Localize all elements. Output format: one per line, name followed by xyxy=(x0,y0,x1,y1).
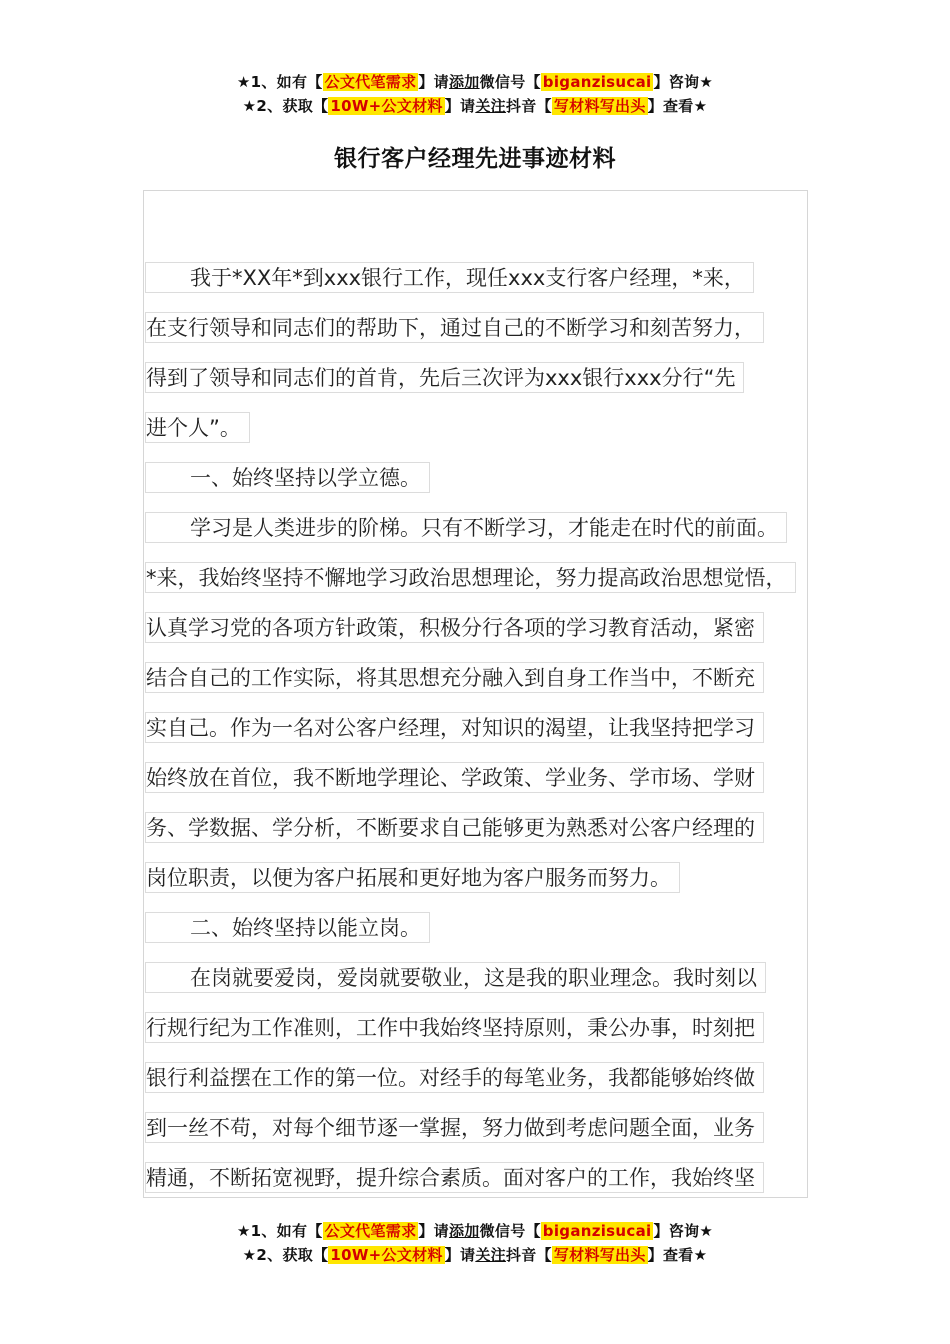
text-line xyxy=(145,853,835,903)
paragraph-line: 得到了领导和同志们的首肯，先后三次评为xxx银行xxx分行“先 xyxy=(145,362,744,393)
paragraph-line: 银行利益摆在工作的第一位。对经手的每笔业务，我都能够始终做 xyxy=(145,1062,764,1093)
promo-banner-bottom xyxy=(0,1219,950,1267)
text-line xyxy=(145,503,835,553)
promo-highlight: 公文代笔需求 xyxy=(324,1222,417,1240)
promo-line-2 xyxy=(0,1243,950,1267)
promo-line-1 xyxy=(0,70,950,94)
text-line xyxy=(145,1003,835,1053)
paragraph-line: 务、学数据、学分析，不断要求自己能够更为熟悉对公客户经理的 xyxy=(145,812,764,843)
promo-text: 】请 xyxy=(418,73,449,91)
text-line xyxy=(145,1153,835,1203)
document-title: 银行客户经理先进事迹材料 xyxy=(334,146,616,172)
promo-emphasis: 关注 xyxy=(475,1246,506,1264)
promo-text: ★1、如有【 xyxy=(236,73,323,91)
promo-highlight: 10W+公文材料 xyxy=(330,1246,443,1264)
promo-text: 微信号【 xyxy=(479,73,541,91)
text-line xyxy=(145,1103,835,1153)
promo-text: 抖音【 xyxy=(505,97,552,115)
section-heading: 二、始终坚持以能立岗。 xyxy=(145,912,430,943)
promo-emphasis: 添加 xyxy=(448,73,480,91)
text-line xyxy=(145,603,835,653)
text-line xyxy=(145,453,835,503)
promo-text: 抖音【 xyxy=(505,1246,552,1264)
paragraph-line: 始终放在首位，我不断地学理论、学政策、学业务、学市场、学财 xyxy=(145,762,764,793)
promo-text: 】查看★ xyxy=(647,97,708,115)
promo-emphasis: 关注 xyxy=(475,97,506,115)
promo-text: 】咨询★ xyxy=(653,73,714,91)
promo-highlight: biganzisucai xyxy=(542,1222,652,1240)
paragraph-line: 结合自己的工作实际，将其思想充分融入到自身工作当中，不断充 xyxy=(145,662,764,693)
paragraph-line: 精通，不断拓宽视野，提升综合素质。面对客户的工作，我始终坚 xyxy=(145,1162,764,1193)
text-line xyxy=(145,253,835,303)
document-body xyxy=(145,253,835,1203)
paragraph-line: 在岗就要爱岗，爱岗就要敬业，这是我的职业理念。我时刻以 xyxy=(145,962,766,993)
promo-text: ★1、如有【 xyxy=(236,1222,323,1240)
promo-text: 微信号【 xyxy=(479,1222,541,1240)
paragraph-line: *来，我始终坚持不懈地学习政治思想理论，努力提高政治思想觉悟， xyxy=(145,562,796,593)
text-line xyxy=(145,353,835,403)
paragraph-line: 认真学习党的各项方针政策，积极分行各项的学习教育活动，紧密 xyxy=(145,612,764,643)
promo-line-1 xyxy=(0,1219,950,1243)
text-line xyxy=(145,553,835,603)
paragraph-line: 在支行领导和同志们的帮助下，通过自己的不断学习和刻苦努力， xyxy=(145,312,764,343)
paragraph-line: 实自己。作为一名对公客户经理，对知识的渴望，让我坚持把学习 xyxy=(145,712,764,743)
paragraph-line: 岗位职责，以便为客户拓展和更好地为客户服务而努力。 xyxy=(145,862,680,893)
promo-highlight: 写材料写出头 xyxy=(553,97,646,115)
text-line xyxy=(145,303,835,353)
text-line xyxy=(145,403,835,453)
paragraph-line: 到一丝不苟，对每个细节逐一掌握，努力做到考虑问题全面，业务 xyxy=(145,1112,764,1143)
promo-text: 】咨询★ xyxy=(653,1222,714,1240)
promo-text: 】请 xyxy=(444,97,476,115)
text-line xyxy=(145,1053,835,1103)
promo-text: 】查看★ xyxy=(647,1246,708,1264)
text-line xyxy=(145,653,835,703)
promo-text: 】请 xyxy=(444,1246,476,1264)
text-line xyxy=(145,903,835,953)
promo-text: ★2、获取【 xyxy=(242,1246,329,1264)
text-line xyxy=(145,803,835,853)
promo-highlight: biganzisucai xyxy=(542,73,652,91)
promo-highlight: 写材料写出头 xyxy=(553,1246,646,1264)
paragraph-line: 学习是人类进步的阶梯。只有不断学习，才能走在时代的前面。 xyxy=(145,512,787,543)
promo-text: ★2、获取【 xyxy=(242,97,329,115)
promo-highlight: 公文代笔需求 xyxy=(324,73,417,91)
promo-highlight: 10W+公文材料 xyxy=(330,97,443,115)
paragraph-line: 行规行纪为工作准则，工作中我始终坚持原则，秉公办事，时刻把 xyxy=(145,1012,764,1043)
text-line xyxy=(145,953,835,1003)
text-line xyxy=(145,703,835,753)
text-line xyxy=(145,753,835,803)
promo-text: 】请 xyxy=(418,1222,449,1240)
promo-banner-top xyxy=(0,70,950,118)
promo-line-2 xyxy=(0,94,950,118)
promo-emphasis: 添加 xyxy=(448,1222,480,1240)
paragraph-line: 我于*XX年*到xxx银行工作，现任xxx支行客户经理，*来， xyxy=(145,262,754,293)
paragraph-line: 进个人”。 xyxy=(145,412,250,443)
section-heading: 一、始终坚持以学立德。 xyxy=(145,462,430,493)
